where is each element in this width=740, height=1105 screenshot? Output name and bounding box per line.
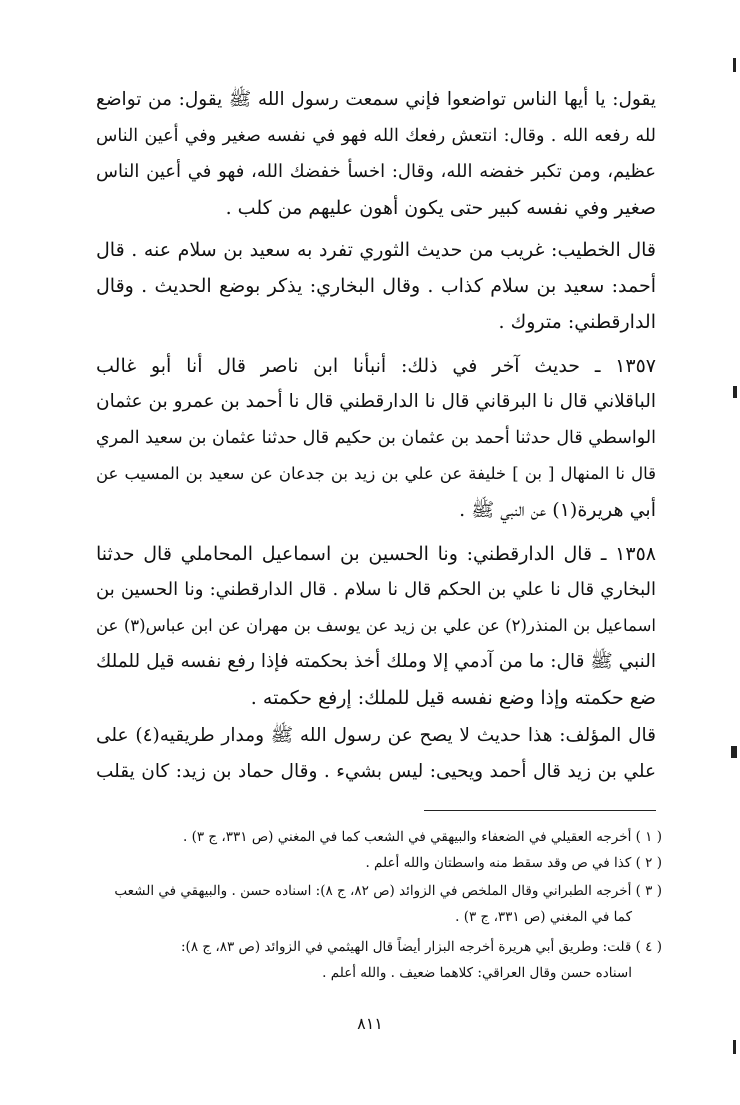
text-line: قال الخطيب: غريب من حديث الثوري تفرد به سعيد بن سلام عنه . قال (96, 239, 656, 261)
page-number: ٨١١ (357, 1014, 383, 1033)
text-line: الواسطي قال حدثنا أحمد بن عثمان بن حكيم قال حدثنا عثمان بن سعيد المري (96, 428, 656, 448)
text-line: قال نا المنهال [ بن ] خليفة عن علي بن زيد بن جدعان عن سعيد بن المسيب عن (96, 464, 656, 483)
scan-edge-mark (733, 386, 737, 398)
text-line: ١٣٥٧ ـ حديث آخر في ذلك: أنبأنا ابن ناصر قال أنا أبو غالب (96, 355, 656, 377)
scan-edge-mark (733, 58, 736, 72)
footnote-4: ( ٤ ) قلت: وطريق أبي هريرة أخرجه البزار أيضاً قال الهيثمي في الزوائد (ص ٨٣، ج ٨): (181, 939, 662, 955)
text-line: أبي هريرة(١) عن النبي ﷺ . (459, 499, 656, 521)
text-line: الباقلاني قال نا البرقاني قال نا الدارقطني قال نا أحمد بن عمرو بن عثمان (96, 391, 656, 412)
text-line: يقول: يا أيها الناس تواضعوا فإني سمعت رسول الله ﷺ يقول: من تواضع (96, 89, 656, 110)
footnote-3: ( ٣ ) أخرجه الطبراني وقال الملخص في الزوائد (ص ٨٢، ج ٨): اسناده حسن . والبيهقي في الشعب (114, 883, 662, 899)
text-line: لله رفعه الله . وقال: انتعش رفعك الله فهو في نفسه صغير وفي أعين الناس (96, 126, 656, 146)
text-line: قال المؤلف: هذا حديث لا يصح عن رسول الله ﷺ ومدار طريقيه(٤) على (96, 725, 656, 746)
text-line: الدارقطني: متروك . (498, 311, 656, 333)
scan-edge-mark (731, 746, 737, 758)
footnote-2: ( ٢ ) كذا في ص وقد سقط منه واسطتان والله أعلم . (365, 855, 662, 871)
text-line: ضع حكمته وإذا وضع نفسه قيل للملك: إرفع حكمته . (250, 687, 656, 709)
text-line: صغير وفي نفسه كبير حتى يكون أهون عليهم من كلب . (225, 197, 656, 219)
text-line: أحمد: سعيد بن سلام كذاب . وقال البخاري: يذكر بوضع الحديث . وقال (96, 275, 656, 297)
footnote-4-continued: اسناده حسن وقال العراقي: كلاهما ضعيف . والله أعلم . (322, 965, 632, 981)
text-line: ١٣٥٨ ـ قال الدارقطني: ونا الحسين بن اسماعيل المحاملي قال حدثنا (96, 543, 656, 565)
text-line: النبي ﷺ قال: ما من آدمي إلا وملك أخذ بحكمته فإذا رفع نفسه قيل للملك (96, 651, 656, 672)
text-line: اسماعيل بن المنذر(٢) عن علي بن زيد عن يوسف بن مهران عن ابن عباس(٣) عن (96, 616, 656, 635)
text-line: البخاري قال نا علي بن الحكم قال نا سلام . قال الدارقطني: ونا الحسين بن (96, 579, 656, 600)
text-line: عظيم، ومن تكبر خفضه الله، وقال: اخسأ خفضك الله، فهو في أعين الناس (96, 161, 656, 182)
footnote-separator (424, 810, 656, 811)
scan-edge-mark (733, 1040, 736, 1054)
text-line: علي بن زيد قال أحمد ويحيى: ليس بشيء . وقال حماد بن زيد: كان يقلب (96, 761, 656, 782)
footnote-3-continued: كما في المغني (ص ٣٣١، ج ٣) . (455, 909, 632, 925)
footnote-1: ( ١ ) أخرجه العقيلي في الضعفاء والبيهقي في الشعب كما في المغني (ص ٣٣١، ج ٣) . (183, 829, 662, 845)
